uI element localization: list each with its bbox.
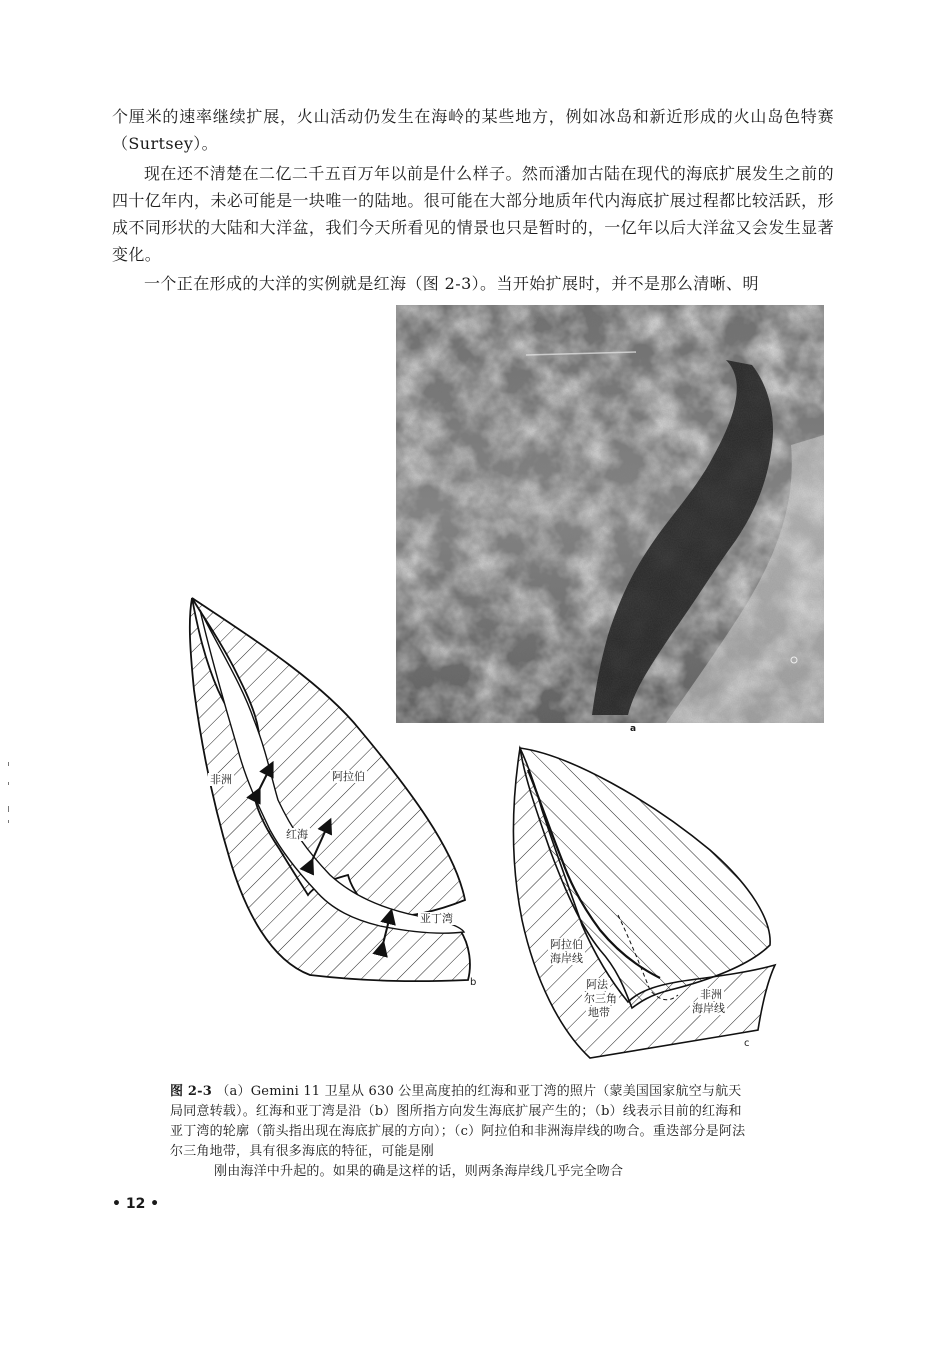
- map-c-coastline-fit: [500, 740, 790, 1065]
- map-c-label-afar-1: 阿法: [586, 978, 608, 991]
- map-b-label-gulf-aden: 亚丁湾: [420, 912, 453, 925]
- map-c-letter: c: [744, 1038, 750, 1049]
- map-c-label-africa-coast-1: 非洲: [700, 988, 722, 1001]
- figure-caption: [170, 1082, 750, 1182]
- scan-specks: [0, 0, 20, 1347]
- map-b-label-arabia: 阿拉伯: [332, 770, 365, 783]
- page-number: • 12 •: [112, 1196, 160, 1212]
- paragraph-3: 一个正在形成的大洋的实例就是红海（图 2-3）。当开始扩展时，并不是那么清晰、明: [144, 274, 759, 293]
- paragraph-1: 个厘米的速率继续扩展，火山活动仍发生在海岭的某些地方，例如冰岛和新近形成的火山岛色特赛（Surtsey）。: [112, 107, 834, 153]
- map-c-label-afar-2: 尔三角: [584, 992, 617, 1005]
- map-b-label-red-sea: 红海: [286, 828, 308, 841]
- figure-caption-last-line: 刚由海洋中升起的。如果的确是这样的话，则两条海岸线几乎完全吻合: [214, 1164, 624, 1179]
- map-b-drawing: [180, 590, 490, 995]
- map-c-label-arabia-coast-2: 海岸线: [550, 952, 583, 965]
- map-c-label-africa-coast-2: 海岸线: [692, 1002, 725, 1015]
- figure-caption-text: （a）Gemini 11 卫星从 630 公里高度拍的红海和亚丁湾的照片（蒙美国国家航空与航天局同意转载）。红海和亚丁湾是沿（b）图所指方向发生海底扩展产生的；（b）线表示目前的红海和亚丁湾的轮廓（箭头指出现在海底扩展的方向）；（c）阿拉伯和非洲海岸线的吻合。重迭部分是阿法尔三角地带，具有很多海底的特征，可能是刚: [170, 1084, 746, 1159]
- map-c-label-arabia-coast-1: 阿拉伯: [550, 938, 583, 951]
- photo-label-a: a: [630, 724, 637, 734]
- map-c-drawing: [500, 740, 790, 1065]
- map-b-red-sea-outline: [180, 590, 490, 995]
- map-c-label-afar-3: 地带: [588, 1006, 610, 1019]
- map-b-label-africa: 非洲: [210, 773, 232, 786]
- map-b-letter: b: [470, 977, 477, 988]
- paragraph-2: 现在还不清楚在二亿二千五百万年以前是什么样子。然而潘加古陆在现代的海底扩展发生之前的四十亿年内，未必可能是一块唯一的陆地。很可能在大部分地质年代内海底扩展过程都比较活跃，形成不同形状的大陆和大洋盆，我们今天所看见的情景也只是暂时的，一亿年以后大洋盆又会发生显著变化。: [112, 164, 834, 264]
- figure-number: 图 2-3: [170, 1084, 213, 1099]
